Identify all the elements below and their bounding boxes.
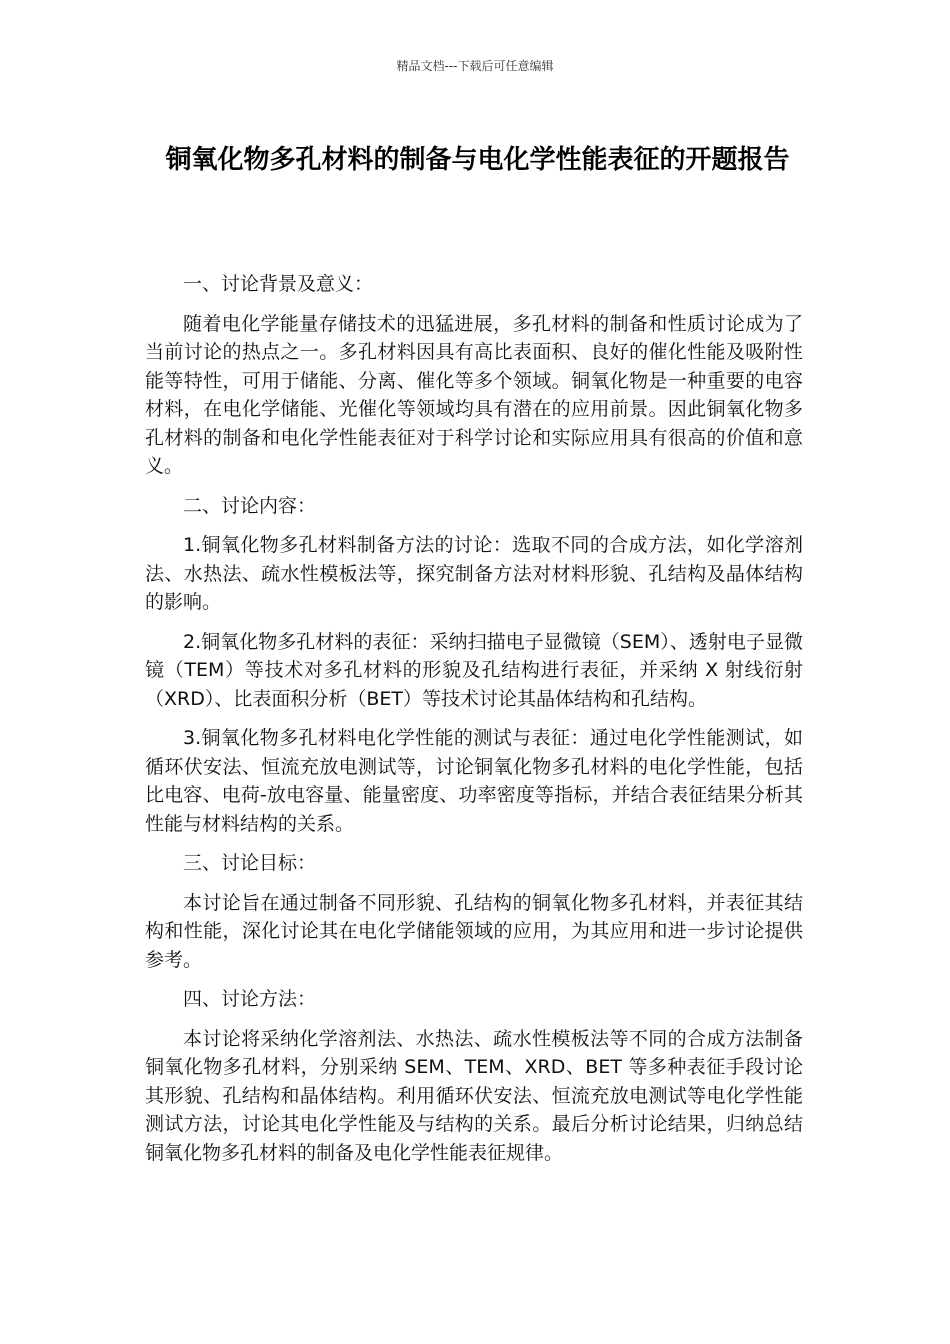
paragraph-content-item-3: 3.铜氧化物多孔材料电化学性能的测试与表征：通过电化学性能测试，如循环伏安法、恒流充放电测试等，讨论铜氧化物多孔材料的电化学性能，包括比电容、电荷-放电容量、能量密度、功率密度等指标，并结合表征结果分析其性能与材料结构的关系。	[145, 727, 803, 835]
paragraph-method: 本讨论将采纳化学溶剂法、水热法、疏水性模板法等不同的合成方法制备铜氧化物多孔材料，分别采纳 SEM、TEM、XRD、BET 等多种表征手段讨论其形貌、孔结构和晶体结构。利用循环伏安法、恒流充放电测试等电化学性能测试方法，讨论其电化学性能及与结构的关系。最后分析讨论结果，归纳总结铜氧化物多孔材料的制备及电化学性能表征规律。	[145, 1027, 803, 1164]
paragraph-content-item-1: 1.铜氧化物多孔材料制备方法的讨论：选取不同的合成方法，如化学溶剂法、水热法、疏水性模板法等，探究制备方法对材料形貌、孔结构及晶体结构的影响。	[145, 534, 803, 613]
document-body	[145, 270, 803, 1178]
paragraph-background: 随着电化学能量存储技术的迅猛进展，多孔材料的制备和性质讨论成为了当前讨论的热点之一。多孔材料因具有高比表面积、良好的催化性能及吸附性能等特性，可用于储能、分离、催化等多个领域。铜氧化物是一种重要的电容材料，在电化学储能、光催化等领域均具有潜在的应用前景。因此铜氧化物多孔材料的制备和电化学性能表征对于科学讨论和实际应用具有很高的价值和意义。	[145, 312, 803, 477]
paragraph-content-item-2: 2.铜氧化物多孔材料的表征：采纳扫描电子显微镜（SEM）、透射电子显微镜（TEM）等技术对多孔材料的形貌及孔结构进行表征，并采纳 X 射线衍射（XRD）、比表面积分析（BET）等技术讨论其晶体结构和孔结构。	[145, 630, 803, 710]
section-heading-method: 四、讨论方法：	[183, 988, 317, 1010]
section-heading-content: 二、讨论内容：	[183, 494, 317, 517]
section-heading-goal: 三、讨论目标：	[183, 852, 317, 874]
header-watermark: 精品文档---下载后可任意编辑	[396, 59, 554, 73]
paragraph-goal: 本讨论旨在通过制备不同形貌、孔结构的铜氧化物多孔材料，并表征其结构和性能，深化讨论其在电化学储能领域的应用，为其应用和进一步讨论提供参考。	[145, 891, 803, 971]
section-heading-background: 一、讨论背景及意义：	[183, 273, 374, 295]
document-title: 铜氧化物多孔材料的制备与电化学性能表征的开题报告	[165, 145, 790, 175]
